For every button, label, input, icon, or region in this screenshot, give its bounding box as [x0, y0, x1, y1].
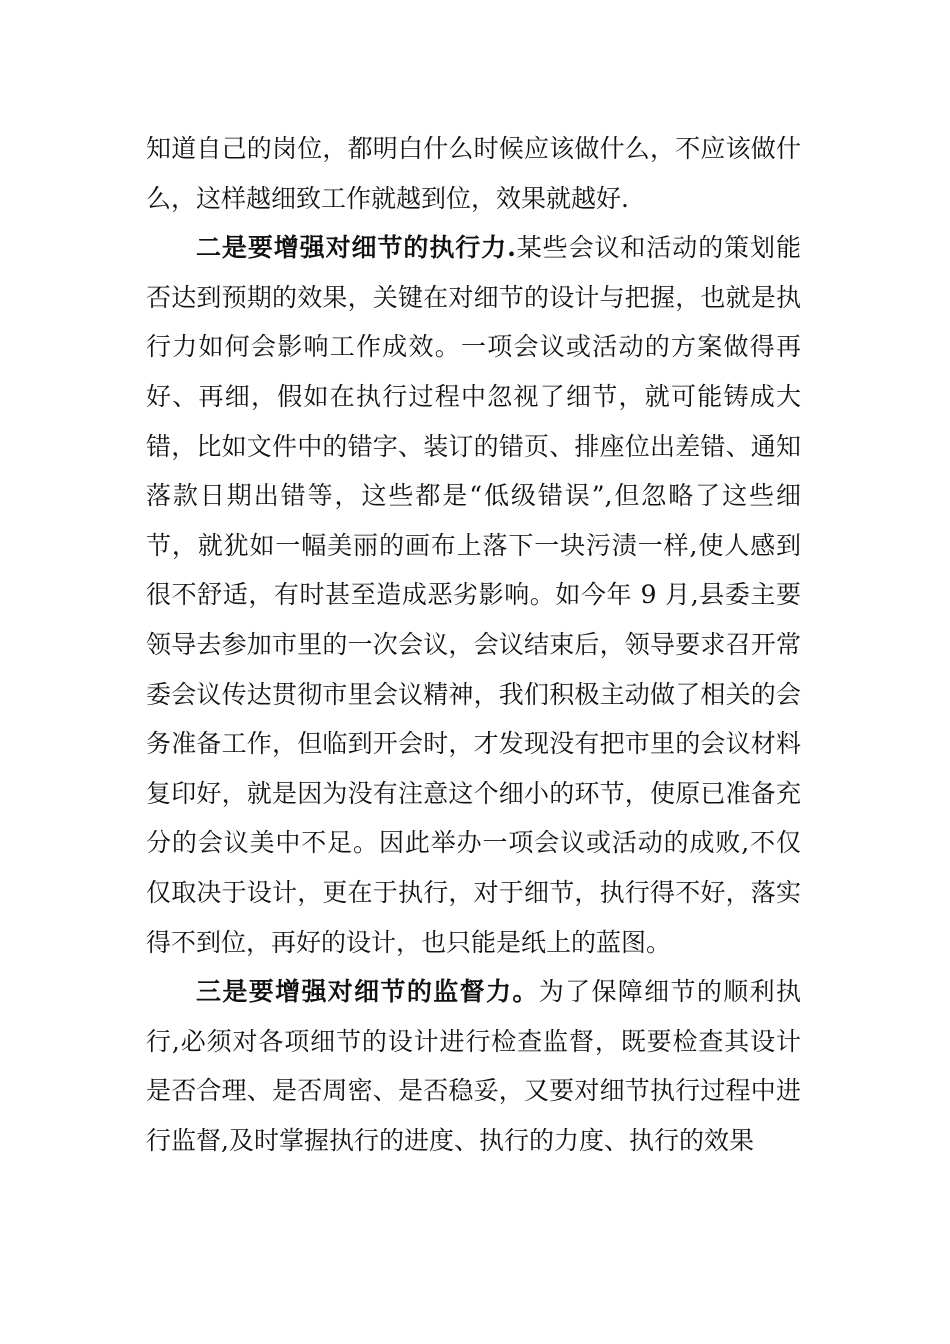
paragraph-supervision — [146, 967, 801, 1165]
paragraph-continuation — [146, 124, 801, 223]
paragraph-text: 某些会议和活动的策划能否达到预期的效果，关键在对细节的设计与把握，也就是执行力如何会影响工作成效。一项会议或活动的方案做得再好、再细，假如在执行过程中忽视了细节，就可能铸成大错，比如文件中的错字、装订的错页、排座位出差错、通知落款日期出错等，这些都是“低级错误”,但忽略了这些细节，就犹如一幅美丽的画布上落下一块污渍一样,使人感到很不舒适，有时甚至造成恶劣影响。如今年 9 月,县委主要领导去参加市里的一次会议，会议结束后，领导要求召开常委会议传达贯彻市里会议精神，我们积极主动做了相关的会务准备工作，但临到开会时，才发现没有把市里的会议材料复印好，就是因为没有注意这个细小的环节，使原已准备充分的会议美中不足。因此举办一项会议或活动的成败,不仅仅取决于设计，更在于执行，对于细节，执行得不好，落实得不到位，再好的设计，也只能是纸上的蓝图。 — [146, 233, 801, 957]
document-body — [146, 124, 801, 1165]
paragraph-execution — [146, 223, 801, 967]
paragraph-lead: 二是要增强对细节的执行力. — [196, 233, 516, 263]
paragraph-lead: 三是要增强对细节的监督力。 — [196, 977, 539, 1007]
paragraph-text: 知道自己的岗位，都明白什么时候应该做什么，不应该做什么，这样越细致工作就越到位，效果就越好. — [146, 134, 801, 213]
paragraph-text: 为了保障细节的顺利执行,必须对各项细节的设计进行检查监督，既要检查其设计是否合理、是否周密、是否稳妥，又要对细节执行过程中进行监督,及时掌握执行的进度、执行的力度、执行的效果 — [146, 977, 801, 1155]
